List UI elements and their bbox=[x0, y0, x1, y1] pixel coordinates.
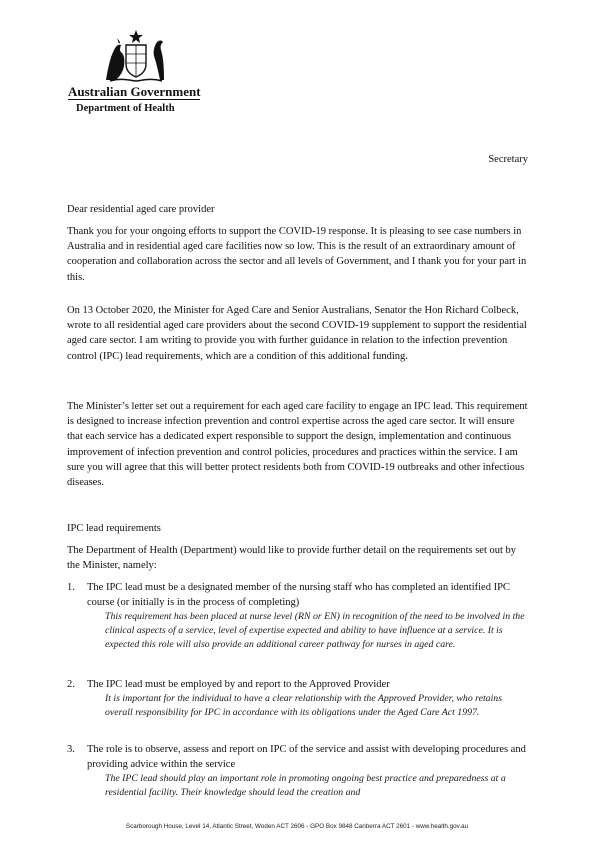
letterhead-divider bbox=[68, 99, 200, 100]
list-item-note: This requirement has been placed at nurse level (RN or EN) in recognition of the need to be involved in the clinical aspects of a service, level of expertise expected and ability to have influence at a service. It is expected this role will also provide an additional career pathway for nurses in aged care. bbox=[105, 611, 525, 650]
paragraph-minister-letter: On 13 October 2020, the Minister for Aged Care and Senior Australians, Senator the Hon Richard Colbeck, wrote to all residential aged care providers about the second COVID-19 supplement to support the residential aged care sector. I am writing to provide you with further guidance in relation to the infection prevention control (IPC) lead requirements, which are a condition of this additional funding. bbox=[67, 305, 527, 362]
section-heading: IPC lead requirements bbox=[67, 523, 161, 534]
department-name: Department of Health bbox=[76, 103, 175, 114]
list-item-text: The IPC lead must be employed by and report to the Approved Provider bbox=[87, 679, 390, 690]
coat-of-arms-icon bbox=[100, 28, 172, 84]
list-number: 2. bbox=[67, 679, 75, 690]
list-item-text: The role is to observe, assess and report on IPC of the service and assist with developing procedures and providing advice within the service bbox=[87, 744, 526, 770]
list-item-note: The IPC lead should play an important role in promoting ongoing best practice and preparedness at a residential facility. Their knowledge should lead the creation and bbox=[105, 773, 506, 798]
list-item-3 bbox=[67, 742, 532, 800]
list-item-2 bbox=[67, 677, 532, 720]
list-number: 1. bbox=[67, 582, 75, 593]
list-item-note: It is important for the individual to have a clear relationship with the Approved Provider, who retains overall responsibility for IPC in accordance with its obligations under the Aged Care Act 1997. bbox=[105, 693, 503, 718]
government-name: Australian Government bbox=[68, 84, 201, 99]
paragraph-thanks: Thank you for your ongoing efforts to support the COVID-19 response. It is pleasing to see case numbers in Australia and in residential aged care facilities now so low. This is the result of an extraordinary amount of cooperation and collaboration across the sector and all levels of Government, and I thank you for your part in this. bbox=[67, 226, 527, 283]
paragraph-ipc-requirement: The Minister’s letter set out a requirement for each aged care facility to engage an IPC lead. This requirement is designed to increase infection prevention and control expertise across the aged care sector. It will ensure that each service has a dedicated expert responsible to support the design, implementation and continuous improvement of infection prevention and control policies, procedures and practices within the service. I am sure you will agree that this will better protect residents both from COVID-19 outbreaks and other infectious diseases. bbox=[67, 401, 528, 489]
list-number: 3. bbox=[67, 744, 75, 755]
salutation: Dear residential aged care provider bbox=[67, 204, 215, 215]
list-item-1 bbox=[67, 580, 532, 651]
signatory-title: Secretary bbox=[488, 154, 528, 165]
list-item-text: The IPC lead must be a designated member of the nursing staff who has completed an identified IPC course (or initially is in the process of completing) bbox=[87, 582, 510, 608]
section-intro: The Department of Health (Department) would like to provide further detail on the requirements set out by the Minister, namely: bbox=[67, 545, 517, 572]
footer-address: Scarborough House, Level 14, Atlantic Street, Woden ACT 2606 - GPO Box 9848 Canberra ACT 2601 - www.health.gov.au bbox=[125, 823, 469, 830]
